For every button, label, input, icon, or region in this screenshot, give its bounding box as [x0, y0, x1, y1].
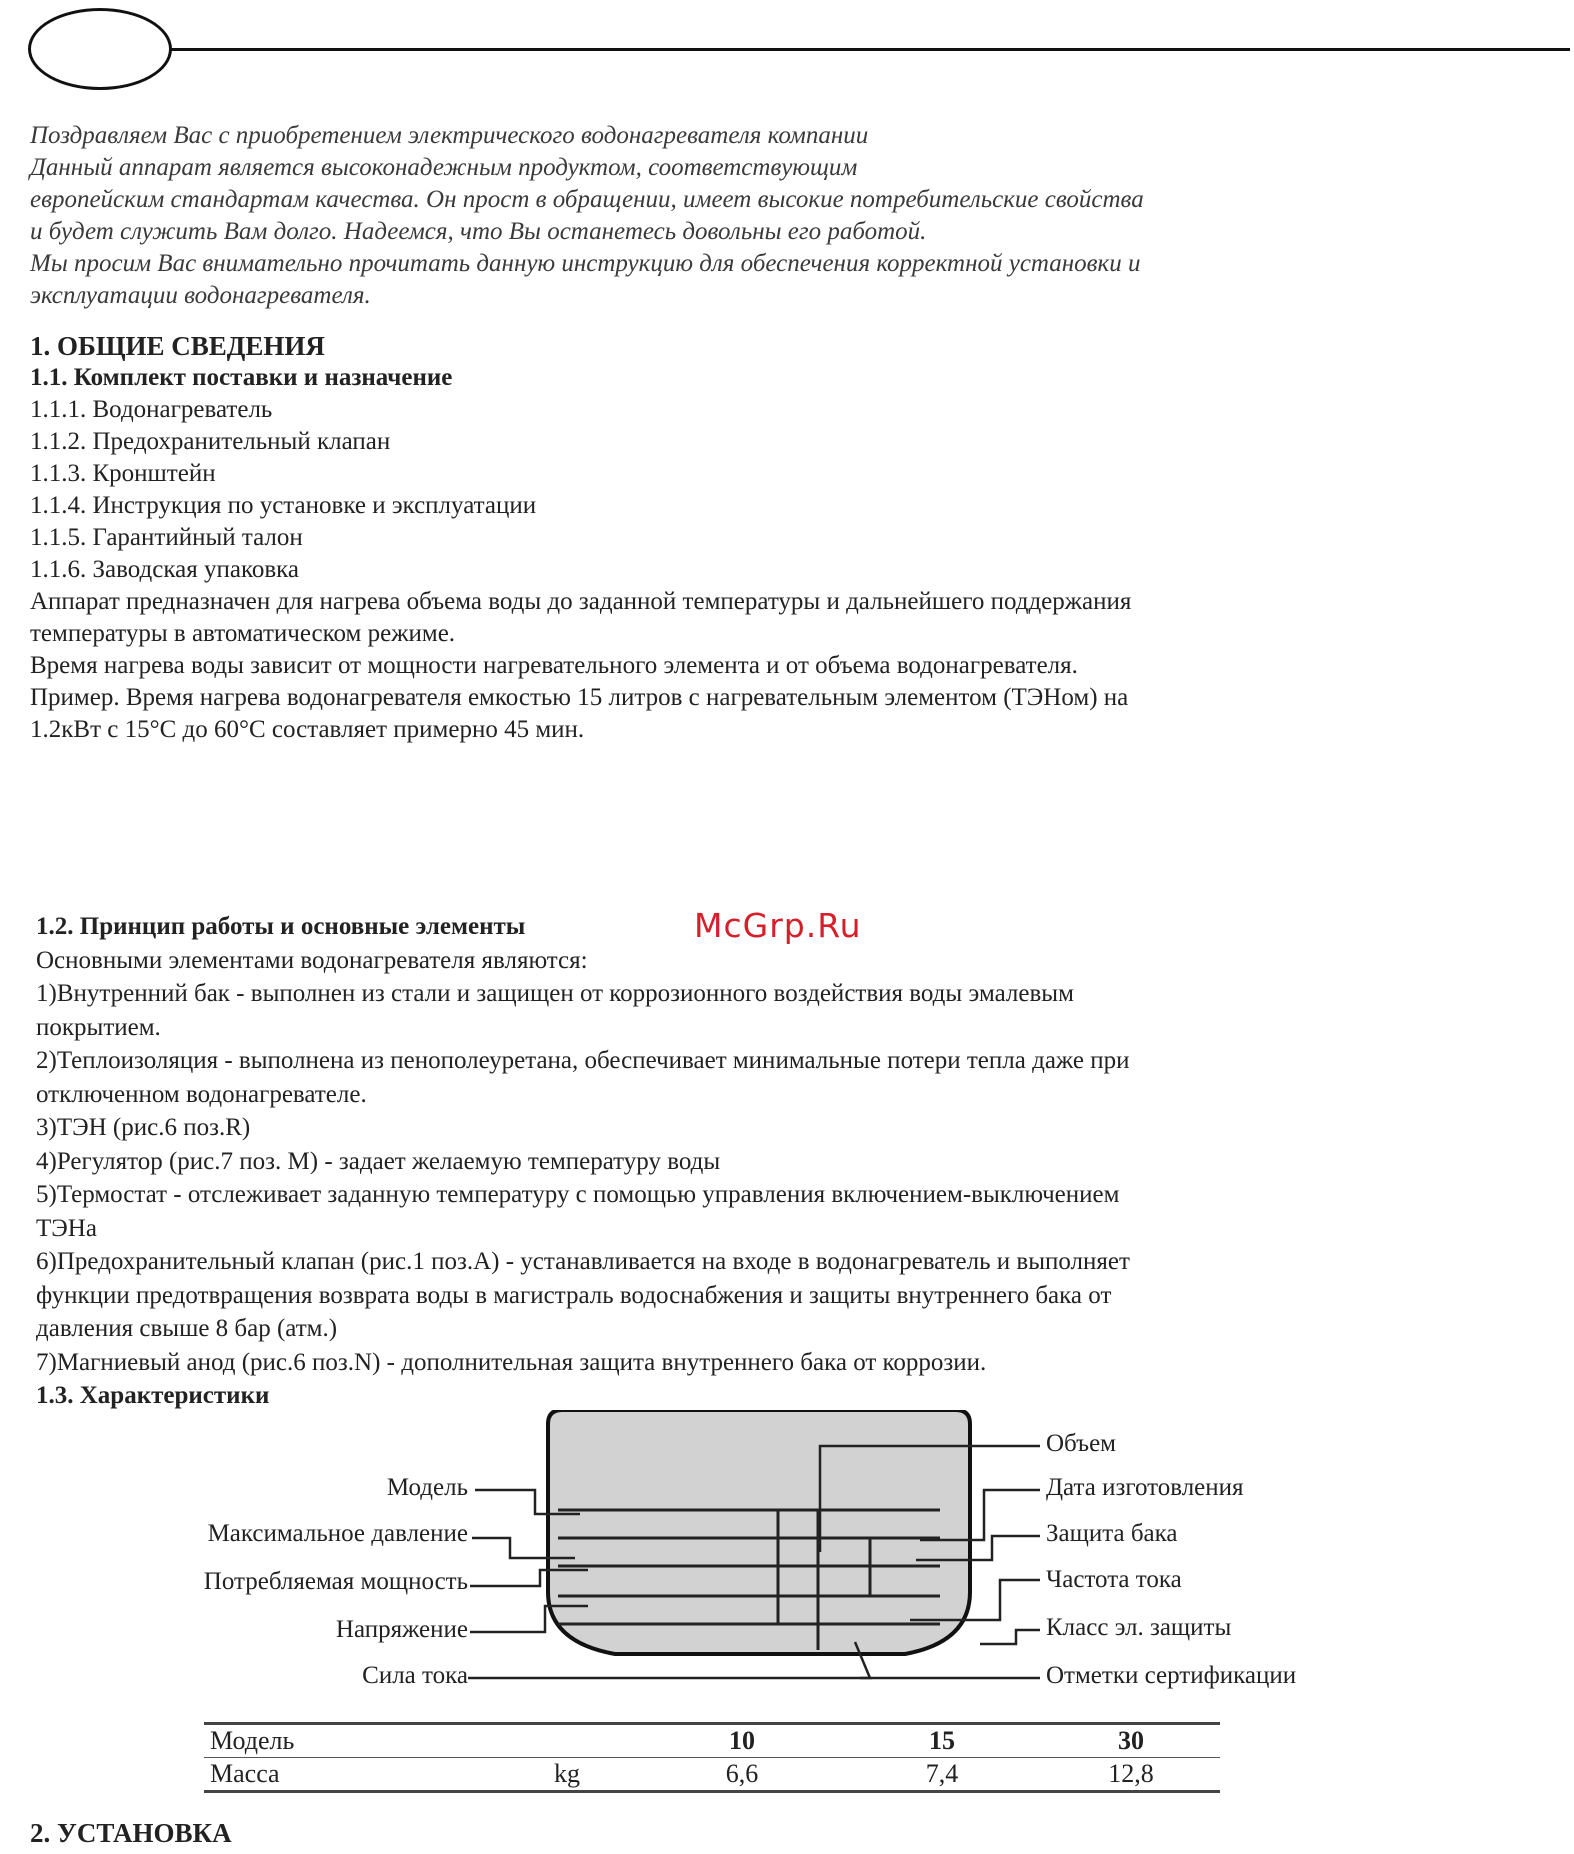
paragraph-line: температуры в автоматическом режиме. — [30, 620, 456, 647]
paragraph-line: Основными элементами водонагревателя являются: — [36, 946, 588, 974]
label-model: Модель — [386, 1474, 468, 1501]
label-frequency: Частота тока — [1046, 1566, 1182, 1593]
table-cell: 12,8 — [1042, 1758, 1220, 1792]
paragraph-line: 1)Внутренний бак - выполнен из стали и защищен от коррозионного воздействия воды эмалевым — [36, 980, 1074, 1007]
paragraph-line: Аппарат предназначен для нагрева объема воды до заданной температуры и дальнейшего поддержания — [30, 588, 1132, 615]
header-rule — [170, 48, 1570, 51]
section-general — [30, 330, 1530, 746]
paragraph-line: ТЭНа — [36, 1214, 97, 1242]
intro-line: и будет служить Вам долго. Надеемся, что Вы останетесь довольны его работой. — [30, 218, 927, 245]
section-title: 2. УСТАНОВКА — [30, 1818, 232, 1848]
section-title: 1. ОБЩИЕ СВЕДЕНИЯ — [30, 331, 325, 361]
paragraph-line: функции предотвращения возврата воды в магистраль водоснабжения и защиты внутреннего бака от — [36, 1281, 1112, 1309]
paragraph-line: 2)Теплоизоляция - выполнена из пенополеуретана, обеспечивает минимальные потери тепла даже при — [36, 1047, 1130, 1074]
section-principle — [36, 910, 1536, 1413]
table-header-row — [204, 1724, 1220, 1758]
watermark: McGrp.Ru — [694, 906, 862, 945]
table-cell: 15 — [842, 1724, 1042, 1758]
paragraph-line: отключенном водонагревателе. — [36, 1080, 367, 1108]
label-voltage: Напряжение — [335, 1616, 468, 1643]
label-volume: Объем — [1046, 1430, 1116, 1457]
paragraph-line: Время нагрева воды зависит от мощности нагревательного элемента и от объема водонагревателя. — [30, 652, 1078, 679]
intro-line: Мы просим Вас внимательно прочитать данную инструкцию для обеспечения корректной установки и — [30, 250, 1141, 277]
paragraph-line: Пример. Время нагрева водонагревателя емкостью 15 литров с нагревательным элементом (ТЭНом) на — [30, 684, 1129, 711]
table-cell: 7,4 — [842, 1758, 1042, 1792]
intro-line: эксплуатации водонагревателя. — [30, 282, 371, 309]
paragraph-line: 3)ТЭН (рис.6 поз.R) — [36, 1114, 251, 1141]
spec-table — [204, 1722, 1220, 1793]
list-item: 1.1.1. Водонагреватель — [30, 396, 273, 423]
label-manufacture-date: Дата изготовления — [1046, 1474, 1244, 1501]
table-cell — [548, 1724, 642, 1758]
list-item: 1.1.3. Кронштейн — [30, 460, 216, 487]
subsection-title: 1.3. Характеристики — [36, 1382, 270, 1409]
list-item: 1.1.6. Заводская упаковка — [30, 556, 299, 583]
intro-paragraph — [30, 120, 1490, 312]
paragraph-line: 4)Регулятор (рис.7 поз. M) - задает желаемую температуру воды — [36, 1147, 721, 1175]
paragraph-line: 1.2кВт с 15°С до 60°С составляет примерно 45 мин. — [30, 716, 585, 743]
label-tank-protection: Защита бака — [1046, 1520, 1178, 1547]
paragraph-line: 5)Термостат - отслеживает заданную температуру с помощью управления включением-выключением — [36, 1181, 1120, 1208]
list-item: 1.1.4. Инструкция по установке и эксплуатации — [30, 492, 537, 519]
paragraph-line: 6)Предохранительный клапан (рис.1 поз.А) - устанавливается на входе в водонагреватель и выполняет — [36, 1248, 1130, 1275]
label-protection-class: Класс эл. защиты — [1046, 1614, 1232, 1641]
subsection-title: 1.1. Комплект поставки и назначение — [30, 364, 453, 391]
label-max-pressure: Максимальное давление — [207, 1520, 468, 1547]
table-cell: 6,6 — [642, 1758, 842, 1792]
table-cell: 30 — [1042, 1724, 1220, 1758]
intro-line: Поздравляем Вас с приобретением электрического водонагревателя компании — [30, 122, 869, 149]
rating-plate-drawing — [0, 1410, 1574, 1710]
paragraph-line: покрытием. — [36, 1013, 161, 1041]
label-current: Сила тока — [362, 1662, 468, 1689]
paragraph-line: давления свыше 8 бар (атм.) — [36, 1315, 338, 1342]
intro-line: европейским стандартам качества. Он прост в обращении, имеет высокие потребительские свойства — [30, 186, 1144, 213]
list-item: 1.1.2. Предохранительный клапан — [30, 428, 391, 455]
page-number-oval — [28, 8, 172, 90]
table-row — [204, 1758, 1220, 1792]
intro-line: Данный аппарат является высоконадежным продуктом, соответствующим — [30, 154, 858, 181]
list-item: 1.1.5. Гарантийный талон — [30, 524, 303, 551]
table-cell: 10 — [642, 1724, 842, 1758]
label-certification: Отметки сертификации — [1046, 1662, 1297, 1689]
table-cell: Масса — [204, 1758, 548, 1792]
label-power: Потребляемая мощность — [203, 1568, 468, 1595]
table-cell: kg — [548, 1758, 642, 1792]
table-cell: Модель — [204, 1724, 548, 1758]
rating-plate-diagram — [0, 1410, 1574, 1710]
subsection-title: 1.2. Принцип работы и основные элементы — [36, 913, 526, 940]
paragraph-line: 7)Магниевый анод (рис.6 поз.N) - дополнительная защита внутреннего бака от коррозии. — [36, 1348, 987, 1376]
